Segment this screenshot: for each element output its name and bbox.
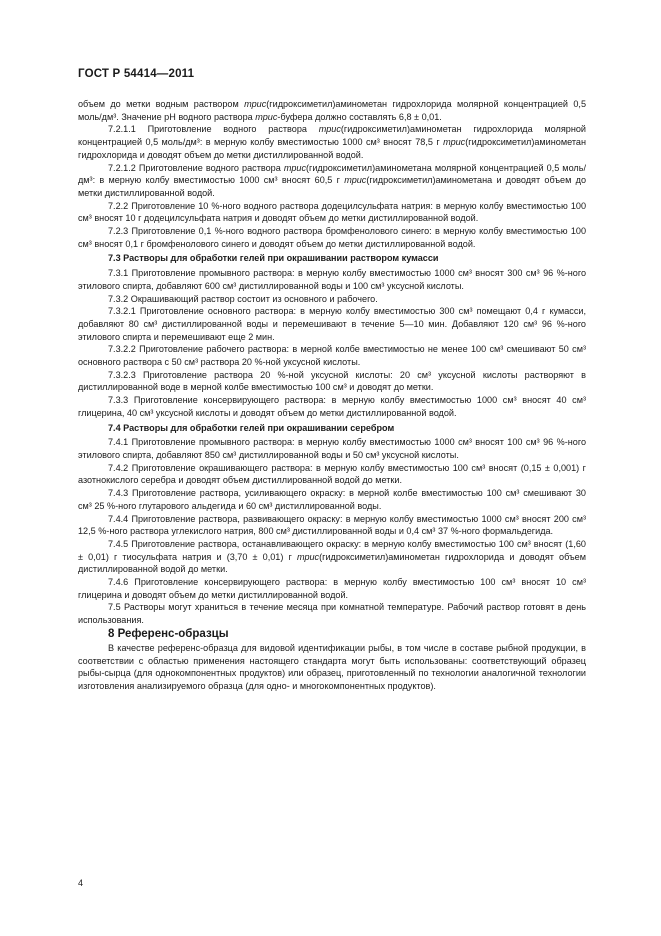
paragraph-7-2-1-2: 7.2.1.2 Приготовление водного раствора трис(гидроксиметил)аминометана молярной концентрацией 0,5 моль/дм³: в мерную колбу вместимостью 1000 см³ вносят 60,5 г трис(гидроксиметил)аминометана и доводят объем до метки дистиллированной водой.	[78, 162, 586, 198]
paragraph-7-4-1: 7.4.1 Приготовление промывного раствора: в мерную колбу вместимостью 1000 см³ вносят 100 см³ 96 %-ного этилового спирта, добавляют 850 см³ дистиллированной воды и 50 см³ уксусной кислоты.	[78, 437, 586, 460]
paragraph-7-4-4: 7.4.4 Приготовление раствора, развивающего окраску: в мерную колбу вместимостью 1000 см³ вносят 200 см³ 12,5 %-ного раствора углекислого натрия, 800 см³ дистиллированной воды и 0,4 см³ 37 %-ного формальдегида.	[78, 513, 586, 537]
page-number: 4	[78, 878, 84, 888]
paragraph-7-3-1: 7.3.1 Приготовление промывного раствора: в мерную колбу вместимостью 1000 см³ вносят 300 см³ 96 %-ного этилового спирта, добавляют 600 см³ дистиллированной воды и 100 см³ уксусной кислоты.	[78, 268, 586, 291]
paragraph-7-3-2: 7.3.2 Окрашивающий раствор состоит из основного и рабочего.	[108, 293, 378, 304]
document-body	[78, 98, 586, 693]
paragraph-7-4-2: 7.4.2 Приготовление окрашивающего раствора: в мерную колбу вместимостью 100 см³ вносят (0,15 ± 0,001) г азотнокислого серебра и доводят объем дистиллированной водой до метки.	[78, 462, 586, 486]
paragraph-7-4-3: 7.4.3 Приготовление раствора, усиливающего окраску: в мерной колбе вместимостью 100 см³ смешивают 30 см³ 25 %-ного глутарового альдегида и 60 см³ дистиллированной воды.	[78, 488, 586, 511]
paragraph-7-3-3: 7.3.3 Приготовление консервирующего раствора: в мерную колбу вместимостью 1000 см³ вносят 40 см³ глицерина, 40 см³ уксусной кислоты и доводят объем до метки дистиллированной водой.	[78, 395, 586, 418]
paragraph-7-5: 7.5 Растворы могут храниться в течение месяца при комнатной температуре. Рабочий раствор готовят в день использования.	[78, 602, 586, 626]
section-heading-8: 8 Референс-образцы	[108, 627, 229, 640]
subheading-7-4: 7.4 Растворы для обработки гелей при окрашивании серебром	[108, 422, 395, 433]
paragraph-7-4-5: 7.4.5 Приготовление раствора, останавливающего окраску: в мерную колбу вместимостью 100 см³ вносят (1,60 ± 0,01) г тиосульфата натрия и (3,70 ± 0,01) г трис(гидроксиметил)аминометан гидрохлорида и доводят объем дистиллированной водой до метки.	[78, 538, 586, 575]
paragraph-7-4-6: 7.4.6 Приготовление консервирующего раствора: в мерную колбу вместимостью 100 см³ вносят 10 см³ глицерина и доводят объем до метки дистиллированной водой.	[78, 577, 586, 600]
paragraph-7-2-1-1: 7.2.1.1 Приготовление водного раствора трис(гидроксиметил)аминометан гидрохлорида молярной концентрацией 0,5 моль/дм³: в мерную колбу вместимостью 1000 см³ вносят 78,5 г трис(гидроксиметил)аминометан гидрохлорида и доводят объем до метки дистиллированной водой.	[78, 124, 586, 160]
paragraph-8-body: В качестве референс-образца для видовой идентификации рыбы, в том числе в составе рыбной продукции, в соответствии с областью применения настоящего стандарта могут быть использованы: соответствующий образец рыбы-сырца (для однокомпонентных продуктов) или образец, приготовленный по технологии аналогичной технологии изготовления анализируемого образца (для одно- и многокомпонентных продуктов).	[78, 642, 586, 691]
paragraph-7-2-3: 7.2.3 Приготовление 0,1 %-ного водного раствора бромфенолового синего: в мерную колбу вместимостью 100 см³ вносят 0,1 г бромфенолового синего и доводят объем до метки дистиллированной водой.	[78, 226, 586, 249]
paragraph-7-3-2-2: 7.3.2.2 Приготовление рабочего раствора: в мерной колбе вместимостью не менее 100 см³ смешивают 50 см³ основного раствора с 50 см³ раствора 20 %-ной уксусной кислоты.	[78, 344, 586, 368]
paragraph-continuation: объем до метки водным раствором трис(гидроксиметил)аминометан гидрохлорида молярной концентрацией 0,5 моль/дм³. Значение pH водного раствора трис-буфера должно составлять 6,8 ± 0,01.	[78, 99, 587, 122]
subheading-7-3: 7.3 Растворы для обработки гелей при окрашивании раствором кумасси	[108, 253, 439, 264]
paragraph-7-3-2-1: 7.3.2.1 Приготовление основного раствора: в мерную колбу вместимостью 300 см³ помещают 0,4 г кумасси, добавляют 80 см³ дистиллированной воды и перемешивают в течение 5—10 мин. Добавляют 120 см³ 96 %-ного этилового спирта и перемешивают еще 2 мин.	[78, 306, 586, 342]
paragraph-7-2-2: 7.2.2 Приготовление 10 %-ного водного раствора додецилсульфата натрия: в мерную колбу вместимостью 100 см³ вносят 10 г додецилсульфата натрия и доводят объем до метки дистиллированной водой.	[78, 200, 586, 224]
paragraph-7-3-2-3: 7.3.2.3 Приготовление раствора 20 %-ной уксусной кислоты: 20 см³ уксусной кислоты растворяют в дистиллированной воде в мерной колбе вместимостью 100 см³ и доводят до метки.	[78, 369, 586, 393]
document-header: ГОСТ Р 54414—2011	[78, 68, 195, 80]
